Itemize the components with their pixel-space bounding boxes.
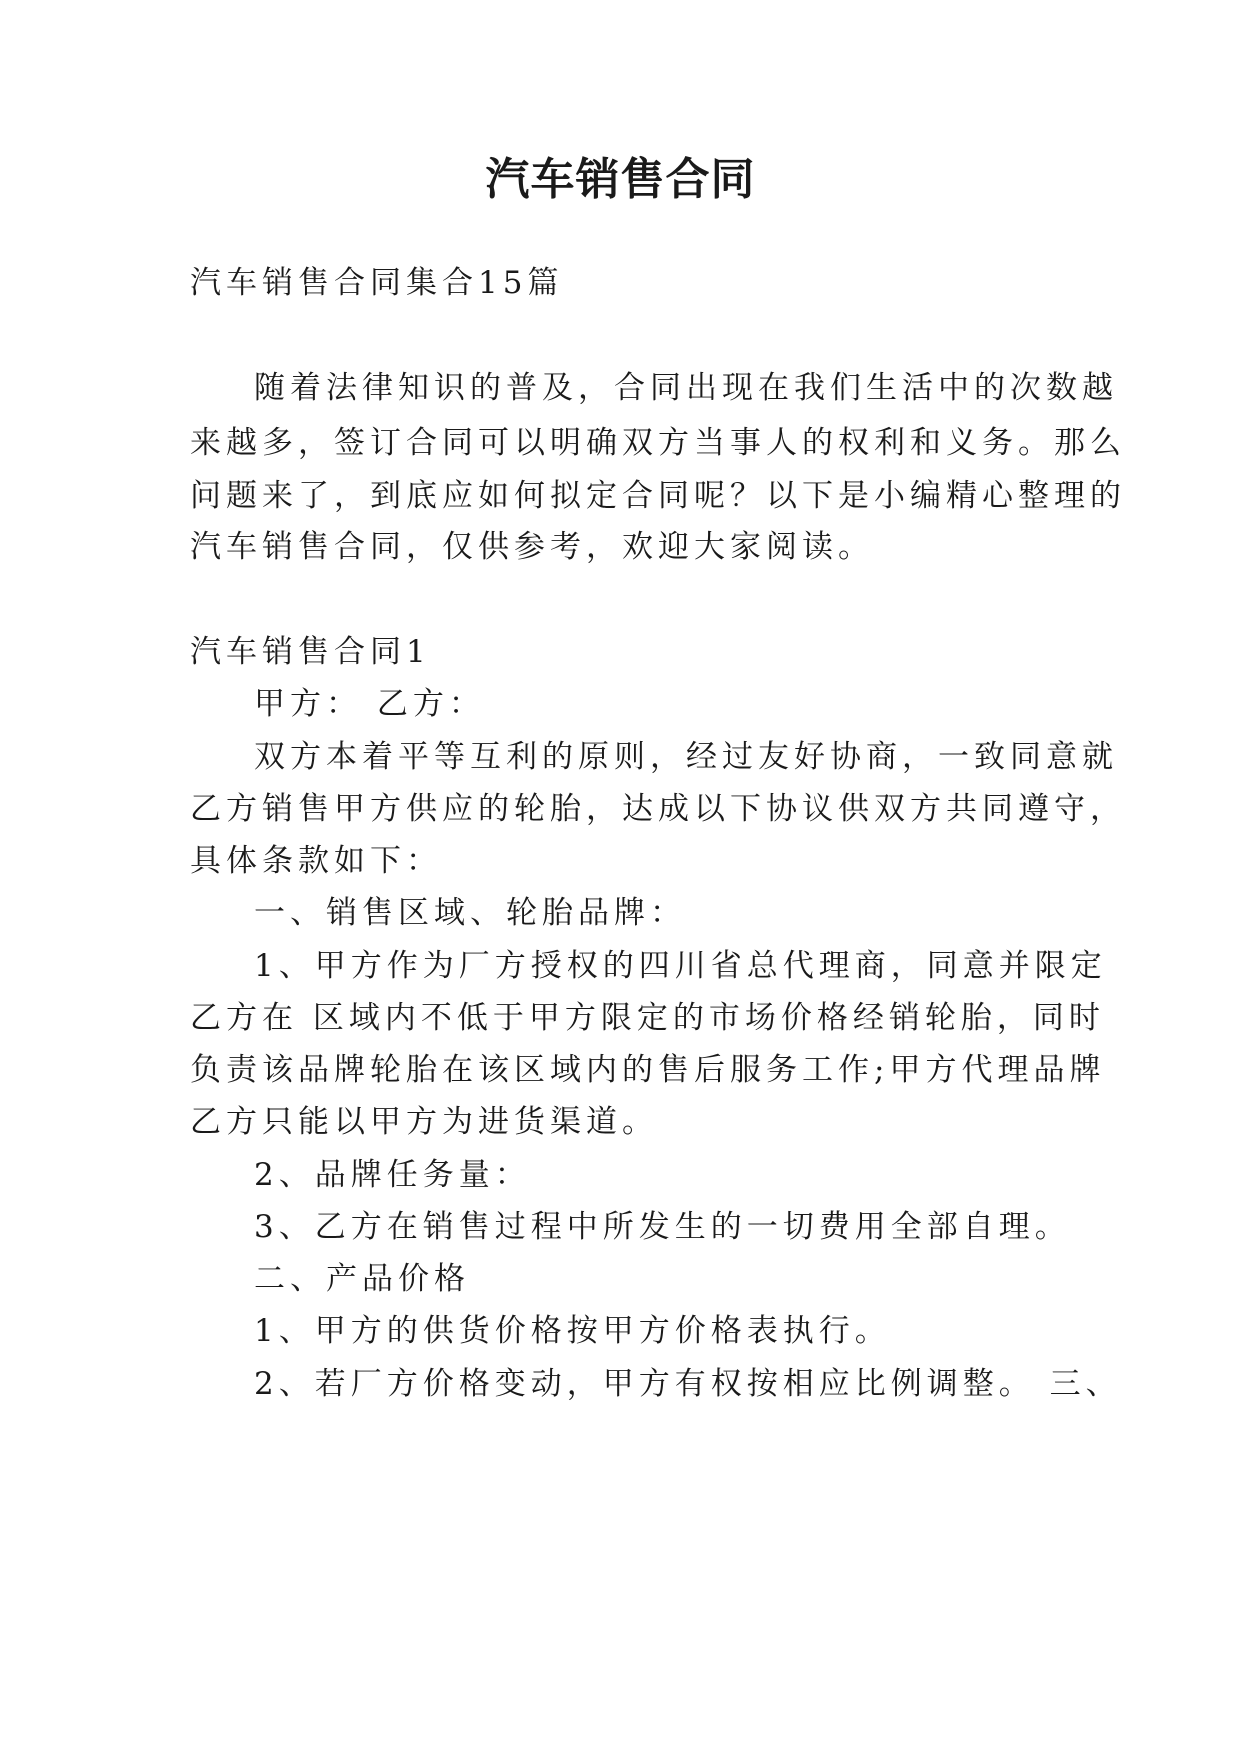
- clause-heading: 二、产品价格: [254, 1261, 470, 1297]
- clause-item-line: 乙方只能以甲方为进货渠道。: [190, 1104, 658, 1140]
- clause-item-line: 乙方在 区域内不低于甲方限定的市场价格经销轮胎，同时: [190, 1000, 1105, 1036]
- clause-item-line: 1、甲方作为厂方授权的四川省总代理商，同意并限定: [254, 948, 1107, 984]
- preamble-line: 具体条款如下：: [190, 843, 442, 879]
- clause-item: 1、甲方的供货价格按甲方价格表执行。: [254, 1313, 891, 1349]
- document-subtitle: 汽车销售合同集合15篇: [190, 265, 564, 301]
- clause-item: 2、若厂方价格变动，甲方有权按相应比例调整。 三、: [254, 1366, 1122, 1402]
- clause-item: 3、乙方在销售过程中所发生的一切费用全部自理。: [254, 1209, 1071, 1245]
- parties-line: 甲方： 乙方：: [254, 686, 485, 722]
- intro-line: 汽车销售合同，仅供参考，欢迎大家阅读。: [190, 529, 874, 565]
- clause-heading: 一、销售区域、轮胎品牌：: [254, 895, 686, 931]
- intro-line: 来越多，签订合同可以明确双方当事人的权利和义务。那么: [190, 425, 1126, 461]
- intro-line: 问题来了，到底应如何拟定合同呢？以下是小编精心整理的: [190, 478, 1126, 514]
- intro-line: 随着法律知识的普及，合同出现在我们生活中的次数越: [254, 370, 1118, 406]
- document-title: 汽车销售合同: [485, 154, 756, 205]
- preamble-line: 双方本着平等互利的原则，经过友好协商，一致同意就: [254, 739, 1118, 775]
- section-heading: 汽车销售合同1: [190, 634, 431, 670]
- preamble-line: 乙方销售甲方供应的轮胎，达成以下协议供双方共同遵守，: [190, 791, 1126, 827]
- clause-item: 2、品牌任务量：: [254, 1157, 531, 1193]
- clause-item-line: 负责该品牌轮胎在该区域内的售后服务工作;甲方代理品牌: [190, 1052, 1106, 1088]
